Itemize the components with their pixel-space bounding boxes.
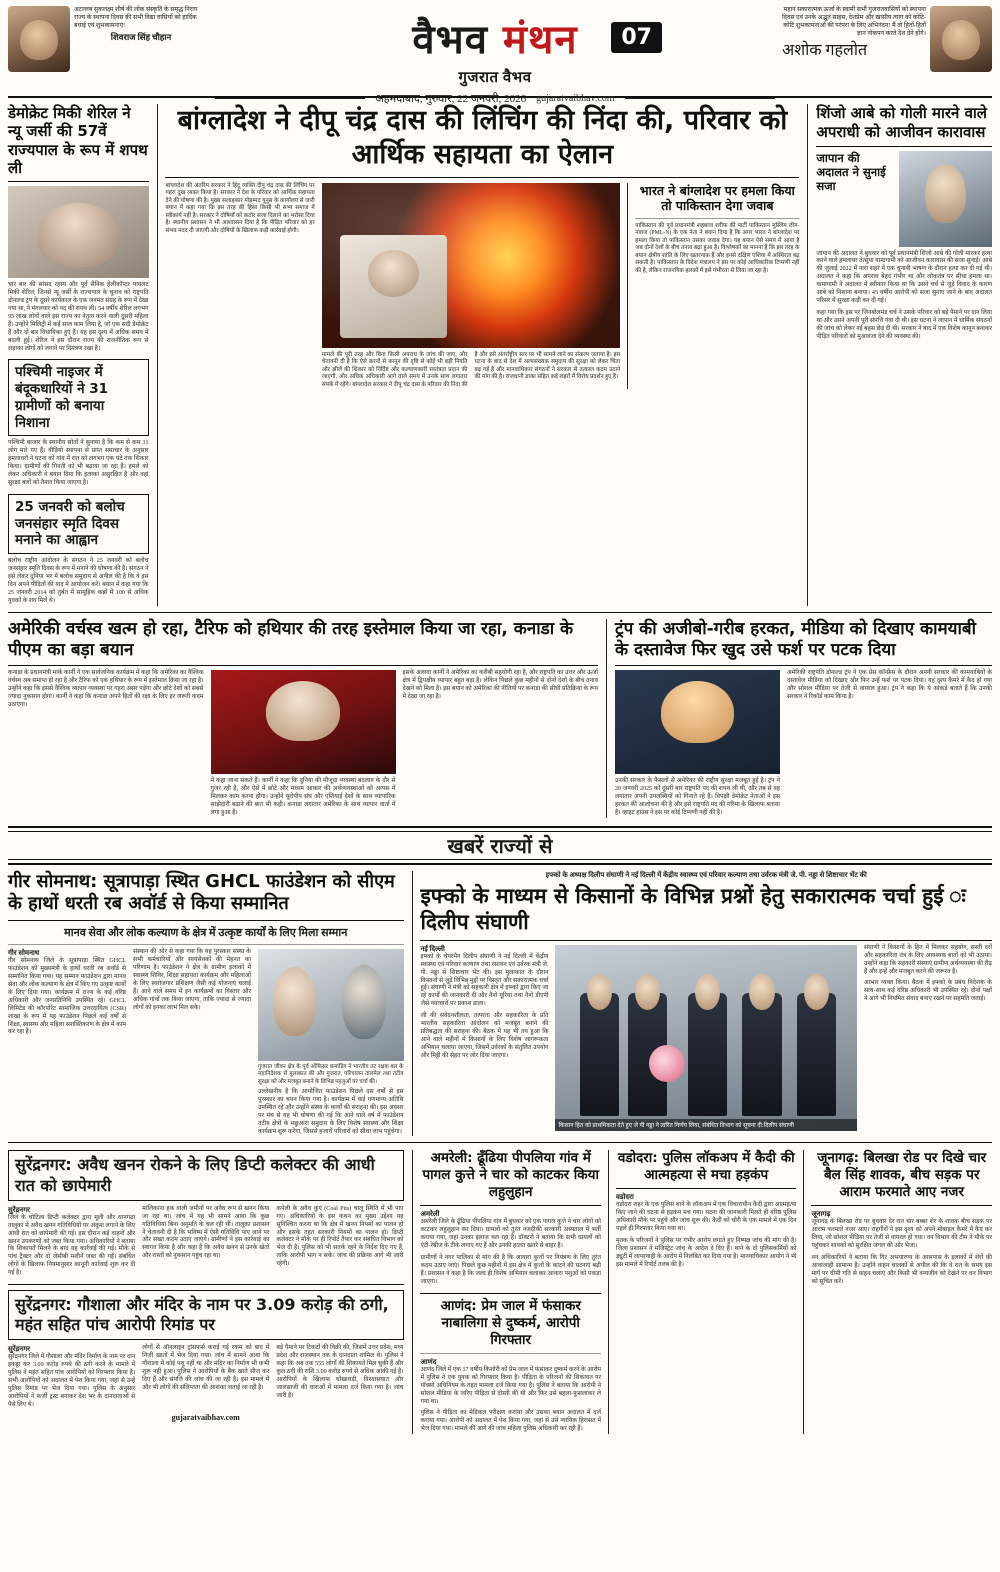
website-url[interactable]: gujaratvaibhav.com: [536, 93, 615, 104]
divider: [8, 1284, 404, 1285]
headline-iffco-nadda[interactable]: इफ्को के माध्यम से किसानों के विभिन्न प्रश्नों हेतु सकारात्मक चर्चा हुई ः दिलीप संघाणी: [420, 883, 966, 935]
story-body-mining-1: जिले के चोटिला डिप्टी कलेक्टर द्वारा मूली और धानगढ़ा तालुका में अवैध खनन गतिविधियों पर अंकुश लगाने के लिए आधी रात को छापेमारी की गई। इस दौरान कई वाहनों और खनन उपकरणों को जब्त किया गया। अधिकारियों ने बताया कि शिकायतें मिलने के बाद यह कार्रवाई की गई। मौके से पांच ट्रैक्टर और दो जेसीबी मशीनें जब्त की गईं। संबंधित लोगों के खिलाफ नियमानुसार कानूनी कार्रवाई शुरू कर दी गई है।: [8, 1214, 136, 1277]
kicker-iffco: इफ्को के अध्यक्ष दिलीप संघाणी ने नई दिल्ली में केंद्रीय स्वास्थ्य एवं परिवार कल्याण तथा उर्वरक मंत्री जे. पी. नड्डा से शिष्टाचार भेंट की: [545, 870, 867, 879]
divider: [420, 1205, 601, 1206]
story-body-anand-1: आणंद जिले में एक 17 वर्षीय किशोरी को प्रेम जाल में फंसाकर दुष्कर्म करने के आरोप में पुलिस ने एक युवक को गिरफ्तार किया है। पीड़िता के परिजनों की शिकायत पर पॉक्सो अधिनियम के तहत मामला दर्ज किया गया है। पुलिस ने बताया कि आरोपी ने सोशल मीडिया के जरिए पीड़िता से दोस्ती की थी और फिर उसे बहला-फुसलाकर ले गया था।: [420, 1366, 601, 1405]
story-body-anand-2: पुलिस ने पीड़िता का मेडिकल परीक्षण कराया और उसका बयान अदालत में दर्ज कराया गया। आरोपी को अदालत में पेश किया गया, जहां से उसे न्यायिक हिरासत में भेज दिया गया। मामले की आगे की जांच महिला पुलिस अधिकारी कर रही हैं।: [420, 1410, 601, 1433]
story-body-iffco-2: जी की संवेदनशीलता, तत्परता और सहकारिता के प्रति भारतीय सहकारिता आंदोलन को मजबूत बनाने की प्रतिबद्धता की सराहना की। बैठक में यह भी तय हुआ कि आने वाले महीनों में किसानों के लिए विशेष जागरूकता अभियान चलाया जाएगा, जिसमें उर्वरकों के संतुलित उपयोग और मिट्टी की सेहत पर जोर दिया जाएगा।: [420, 1013, 549, 1059]
divider: [616, 1188, 797, 1189]
headline-carney-tariff[interactable]: अमेरिकी वर्चस्व खत्म हो रहा, टैरिफ को हथियार की तरह इस्तेमाल किया जा रहा, कनाडा के पीएम का बड़ा बयान: [8, 618, 574, 660]
iffco-story: [420, 871, 992, 1137]
dateline-amreli: अमरेली: [420, 1210, 440, 1219]
column-divider-6: [412, 1150, 413, 1434]
masthead-center: [208, 6, 782, 105]
trump-story: [615, 619, 992, 818]
surendranagar-stories: [8, 1150, 404, 1434]
story-body-carney-1: कनाडा के प्रधानमंत्री मार्क कार्नी ने एक सार्वजनिक कार्यक्रम में कहा कि अमेरिका का वैश्विक वर्चस्व अब समाप्त हो रहा है और टैरिफ को एक हथियार के रूप में इस्तेमाल किया जा रहा है। उन्होंने कहा कि इससे वैश्विक व्यापार व्यवस्था पर गहरा असर पड़ेगा और छोटे देशों को सबसे ज्यादा नुकसान होगा। कार्नी ने कहा कि कनाडा अपने हितों की रक्षा के लिए हर जरूरी कदम उठाएगा।: [8, 670, 204, 708]
nadda-sanghani-meeting-photo: [555, 945, 857, 1131]
edition-name: गुजरात वैभव: [458, 70, 532, 86]
story-body-vadodara-2: मृतक के परिजनों ने पुलिस पर गंभीर आरोप लगाते हुए निष्पक्ष जांच की मांग की है। जिला प्रशासन ने मजिस्ट्रेट जांच के आदेश दे दिए हैं। थाने के दो पुलिसकर्मियों को ड्यूटी में लापरवाही के आरोप में निलंबित कर दिया गया है। मानवाधिकार आयोग ने भी इस मामले में रिपोर्ट तलब की है।: [615, 1238, 797, 1268]
lead-center-column: [165, 104, 799, 606]
headline-lion-cubs[interactable]: जूनागढ़: बिलखा रोड पर दिखे चार बैल सिंह शावक, बीच सड़क पर आराम फरमाते आए नजर: [817, 1150, 987, 1201]
photo-caption-coast-guard: गुजरात जीवन क्षेत्र के पूर्व ऑफिसर कमांडिंग ने भारतीय तट रक्षक बल के महानिदेशक से मुलाकात की और गुजरात, परिचालन तालमेल तथा तटीय सुरक्षा को और मजबूत बनाने के विभिन्न पहलुओं पर चर्चा की।: [258, 1064, 404, 1085]
yunus-inset-photo: [340, 235, 447, 337]
divider: [420, 940, 992, 941]
story-body-abe: जापान की अदालत ने बुधवार को पूर्व प्रधानमंत्री शिंजो आबे की गोली मारकर हत्या करने वाले हमलावर तेत्सुया यामागामी को आजीवन कारावास की सजा सुनाई। आबे की जुलाई 2022 में नारा शहर में एक चुनावी भाषण के दौरान हत्या कर दी गई थी। अदालत ने कहा कि अपराध बेहद गंभीर था और लोकतंत्र पर सीधा हमला था। यामागामी ने अदालत में स्वीकार किया था कि उसने चर्च से जुड़े विवाद के कारण आबे को निशाना बनाया। 45 वर्षीय आरोपी को सजा सुनाए जाने के बाद अदालत परिसर में सुरक्षा कड़ी कर दी गई।: [816, 250, 992, 305]
dateline-junagadh: जूनागढ़: [811, 1210, 831, 1219]
rule-left: [215, 98, 365, 99]
divider: [635, 218, 799, 219]
story-body-iffco-1: इफ्को के चेयरमैन दिलीप संघाणी ने नई दिल्ली में केंद्रीय स्वास्थ्य एवं परिवार कल्याण तथा रसायन एवं उर्वरक मंत्री जे. पी. नड्डा से शिष्टाचार भेंट की। इस मुलाकात के दौरान किसानों से जुड़े विभिन्न मुद्दों पर विस्तृत और सकारात्मक चर्चा हुई। संघाणी ने मंत्री को सहकारी क्षेत्र में इफ्को द्वारा किए जा रहे कार्यों की जानकारी दी और नैनो यूरिया तथा नैनो डीएपी जैसे नवाचारों पर प्रकाश डाला।: [420, 953, 549, 1008]
newspaper-title: [208, 10, 782, 65]
person-4: [742, 993, 781, 1116]
date-bar: [208, 91, 782, 106]
story-body-ghcl-3: उल्लेखनीय है कि आयोजित फाउंडेशन पिछले दस वर्षों से इस पुरस्कार का चयन किया गया है। कार्यक्रम में कई गणमान्य अतिथि उपस्थित रहे और उन्होंने संस्था के कार्यों की सराहना की। इस अवसर पर मंच से यह भी घोषणा की गई कि आने वाले वर्ष में फाउंडेशन तटीय क्षेत्रों के मछुआरा समुदाय के लिए विशेष स्वास्थ्य और शिक्षा कार्यक्रम शुरू करेगा, जिससे हजारों परिवारों को सीधा लाभ पहुंचेगा।: [258, 1088, 404, 1135]
headline-illegal-mining[interactable]: सुरेंद्रनगर: अवैध खनन रोकने के लिए डिप्टी कलेक्टर की आधी रात को छापेमारी: [8, 1150, 404, 1200]
masthead-right-quote: [782, 6, 992, 92]
dateline-surendranagar-2: सुरेंद्रनगर: [8, 1345, 31, 1354]
story-body-bangladesh: मामले की पूरी तरह और बिना किसी अपराध के जांच की जाए, और चेतावनी दी है कि ऐसे करनों से कानून की दृष्टि से कोई भी बड़ी नियति और झीलें की शिकार को निर्दिष्ट और कल्याणकारी स्वतंत्रता प्रदान की जाएगी, और अधिक अधिकारी आगे वाले समय में उनके साथ लगातार संपर्क में रहेंगे। बांग्लादेश सरकार ने दीपू चंद्र दास के परिवार की निंदा की है और इसे अंतर्राष्ट्रीय स्तर पर भी सामने लाने का संकल्प जताया है। इस घटना के बाद से देश में अल्पसंख्यक समुदाय की सुरक्षा को लेकर चिंता बढ़ गई है और मानवाधिकार संगठनों ने सरकार से तत्काल कदम उठाने की मांग की है। राजधानी ढाका सहित कई शहरों में विरोध प्रदर्शन हुए हैं।: [321, 351, 621, 388]
dateline: अहमदाबाद, गुरुवार, 22 जनवरी, 2026: [375, 93, 527, 105]
divider: [811, 1205, 992, 1206]
story-body-ghcl-1: गीर सोमनाथ जिले के सूत्रापाड़ा स्थित GHCL फाउंडेशन को मुख्यमंत्री के हाथों धरती रब अवॉर्ड से सम्मानित किया गया। यह सम्मान फाउंडेशन द्वारा मानव सेवा और लोक कल्याण के क्षेत्र में किए गए उत्कृष्ट कार्यों के लिए दिया गया। कार्यक्रम में राज्य के कई वरिष्ठ अधिकारी और जनप्रतिनिधि उपस्थित रहे। GHCL लिमिटेड की कॉरपोरेट सामाजिक उत्तरदायित्व (CSR) शाखा के रूप में यह फाउंडेशन पिछले कई वर्षों से शिक्षा, स्वास्थ्य और महिला सशक्तिकरण के क्षेत्र में काम कर रहा है।: [8, 958, 126, 1036]
story-body-niger: पश्चिमी बाजार के स्थानीय स्रोतों ने सुनाया है कि कम से कम 31 लोग मारे गए हैं। वीडियो स्थापना से प्राप्त समाचार के अनुसार हमलावरों ने घटना को गांव में रात को लगभग एक घंटे तक शिकार किया। ग्रामीणों की गिनती को भी बढ़ाया जा रहा है। हमले को लेकर अधिकारी ने बयान दिया कि इलाका असुरक्षित है और वहां सुरक्षा बलों को तैनात किया जाएगा है।: [8, 440, 149, 487]
dateline-gir-somnath: गीर सोमनाथ: [8, 949, 40, 958]
story-body-vadodara-1: वडोदरा शहर के एक पुलिस थाने के लॉकअप में एक विचाराधीन कैदी द्वारा आत्महत्या किए जाने की घटना से हड़कंप मच गया। घटना की जानकारी मिलते ही वरिष्ठ पुलिस अधिकारी मौके पर पहुंचे और जांच शुरू की। कैदी को चोरी के एक मामले में एक दिन पहले ही गिरफ्तार किया गया था।: [615, 1202, 797, 1233]
fire-protest-photo: [322, 183, 621, 348]
page-number-badge: 07: [611, 22, 662, 53]
amreli-anand-column: [420, 1150, 601, 1434]
story-body-fraud-3: बड़े पैमाने पर टिकटों की विक्री की, जिसमें उत्तर प्रदेश, मध्य प्रदेश और राजस्थान तक के दानदाता शामिल थे। पुलिस ने कहा कि अब तक 555 लोगों की शिकायतें मिल चुकी हैं और कुल ठगी की राशि 3.09 करोड़ रुपये से अधिक आंकी गई है। आरोपियों के खिलाफ धोखाधड़ी, विश्वासघात और जालसाजी की धाराओं में मामला दर्ज किया गया है। जांच जारी है।: [276, 1345, 404, 1399]
divider: [8, 944, 404, 945]
headline-niger[interactable]: पश्चिमी नाइजर में बंदूकधारियों ने 31 ग्रामीणों को बनाया निशाना: [8, 359, 149, 436]
story-body-carney-2: में कहा जाना सकते हैं। कार्नी ने कहा कि दुनिया की मौजूदा व्यवस्था बदलाव के दौर से गुजर रही है, और ऐसे में छोटे और मध्यम आकार की अर्थव्यवस्थाओं को आपस में मिलकर काम करना होगा। उन्होंने यूरोपीय संघ और एशियाई देशों के साथ व्यापारिक साझेदारी बढ़ाने की बात भी कही। कनाडा लगातार अमेरिका के साथ व्यापार वार्ता में लगा हुआ है।: [210, 778, 396, 816]
masthead-right-name: अशोक गहलोत: [782, 41, 868, 59]
story-body-carney-3: इसके अलावा कार्नी ने अमेरिका का करीबी सहयोगी रहा है, और राष्ट्रपति का उत्तर और ऊर्जा क्षेत्र में द्विपक्षीय व्यापार बहुत बड़ा है। लेकिन पिछले कुछ महीनों से दोनों देशों के बीच तनाव देखने को मिला है। इस बयान को अमेरिका की नीतियों पर कनाडा की सीधी प्रतिक्रिया के रूप में देखा जा रहा है।: [402, 670, 598, 700]
divider: [8, 181, 149, 182]
shinzo-abe-photo: [899, 151, 992, 247]
person-1: [580, 993, 619, 1116]
column-divider-8: [803, 1150, 804, 1434]
column-divider-3: [807, 104, 808, 606]
footer-website-left[interactable]: gujaratvaibhav.com: [171, 1412, 240, 1422]
person-5: [797, 993, 836, 1116]
subhead-ghcl: मानव सेवा और लोक कल्याण के क्षेत्र में उत्कृष्ट कार्यों के लिए मिला सम्मान: [64, 927, 348, 940]
column-divider-5: [412, 871, 413, 1137]
carney-story: [8, 619, 598, 818]
sherrill-photo: [8, 186, 149, 278]
photo-caption-iffco: किसान हित को प्राथमिकता देते हुए जे पी नड्डा ने त्वरित निर्णय लिया, संबंधित विभाग को सूचना दी:दिलीप संघाणी: [555, 1119, 857, 1131]
fraud-col-3: [276, 1345, 403, 1409]
headline-anand-case[interactable]: आणंद: प्रेम जाल में फंसाकर नाबालिगा से दुष्कर्म, आरोपी गिरफ्तार: [440, 1297, 581, 1348]
story-body-trump-1: अमेरिकी राष्ट्रपति डोनाल्ड ट्रंप ने एक प्रेस कॉन्फ्रेंस के दौरान अपनी सरकार की कामयाबियों के दस्तावेज मीडिया को दिखाए और फिर उन्हें फर्श पर पटक दिया। यह दृश्य कैमरे में कैद हो गया और सोशल मीडिया पर तेजी से वायरल हुआ। ट्रंप ने कहा कि ये आंकड़े बताते हैं कि उनकी सरकार ने रिकॉर्ड काम किया है।: [787, 670, 992, 700]
rule-right: [625, 98, 775, 99]
divider: [165, 177, 799, 178]
divider: [8, 665, 598, 666]
story-body-baloch: बलोच राष्ट्रीय आंदोलन के संगठन ने 25 जनवरी को बलोच जनसंहार स्मृति दिवस के रूप में मनाने की घोषणा की है। संगठन ने इसे लेकर दुनिया भर में बलोच समुदाय से अपील की है कि वे इस दिन अपने पीड़ितों की याद में आयोजन करें। बयान में कहा गया कि 25 जनवरी 2014 को तुर्बत में सामूहिक कब्रों में 100 से अधिक युवकों के शव मिले थे।: [8, 558, 149, 604]
story-body-mining-2: मालिकाना हक वाली जमीनों पर अवैध रूप से खनन किया जा रहा था। जांच में यह भी सामने आया कि कुछ गतिविधियां बिना अनुमति के चल रही थीं। तालुका प्रशासन ने चेतावनी दी है कि भविष्य में ऐसी गतिविधि पाए जाने पर और सख्त कदम उठाए जाएंगे। ग्रामीणों ने इस कार्रवाई का स्वागत किया है और कहा है कि अवैध खनन से उनके खेतों और रास्तों को नुकसान पहुंच रहा था।: [142, 1205, 270, 1260]
headline-dog-bite[interactable]: अमरेली: ढूँढिया पीपलिया गांव में पागल कुत्ते ने चार को काटकर किया लहुलुहान: [422, 1150, 599, 1201]
lead-right-column: [816, 104, 992, 606]
international-band: [8, 619, 992, 818]
lead-left-column: [8, 104, 149, 606]
story-body-sherrill: चार बार की सांसद रहस्य और पूर्व सैनिक हेलीकॉप्टर पायलट मिकी शेरिल, जिनसे न्यू जर्सी के राज्यपाल के चुनाव को राष्ट्रपति डोनाल्ड ट्रंप के दूसरे कार्यकाल के एक जनमत संग्रह के रूप में देखा गया था, ने मंगलवार को पद की शपथ ली। 54 वर्षीय शेरिल लगभग 95 लाख लोगों वाले इस राज्य का नेतृत्व करने वाली दूसरी महिला हैं। उन्होंने मिलिट्री में कई साल काम लिया है, जो एक सदी डेमोक्रेट हैं और दो बार विधायिका हुए हैं। यह इस दृश्य में अधिक समय में बदली हुई। शेरिल ने इस दौरान राज्य की राजनीतिक रूप से लड़ाका लोगों को लगाने पर नियंत्रण रखा है।: [8, 282, 149, 352]
masthead: [8, 6, 992, 105]
masthead-left-quote: [8, 6, 208, 92]
politician-photo-left: [8, 6, 70, 72]
title-part-b: मंथन: [502, 17, 578, 63]
story-body-ghcl-2: संस्थान की ओर से कहा गया कि यह पुरस्कार संस्था के सभी कर्मचारियों और स्वयंसेवकों की मेहनत का परिणाम है। फाउंडेशन ने क्षेत्र के ग्रामीण इलाकों में स्वास्थ्य शिविर, शिक्षा सहायता कार्यक्रम और महिलाओं के लिए स्वरोजगार प्रशिक्षण जैसी कई योजनाएं चलाई हैं। आने वाले समय में इन कार्यक्रमों का विस्तार और अधिक गांवों तक किया जाएगा, ताकि ज्यादा से ज्यादा लोगों को इनका लाभ मिल सके।: [133, 949, 251, 1011]
dateline-surendranagar-1: सुरेंद्रनगर: [8, 1205, 31, 1214]
coast-guard-meeting-photo: [258, 949, 404, 1061]
headline-gaushala-fraud[interactable]: सुरेंद्रनगर: गौशाला और मंदिर के नाम पर 3.09 करोड़ की ठगी, महंत सहित पांच आरोपी रिमांड पर: [8, 1290, 404, 1340]
ghcl-story: [8, 871, 404, 1137]
divider: [420, 1353, 601, 1354]
headline-ghcl-award[interactable]: गीर सोमनाथ: सूत्रापाड़ा स्थित GHCL फाउंडेशन को सीएम के हाथों धरती रब अवॉर्ड से किया सम्मानित: [8, 870, 395, 915]
masthead-left-name: शिवराज सिंह चौहान: [110, 31, 172, 42]
dateline-vadodara: वडोदरा: [615, 1193, 634, 1202]
story-body-pakistan: पाकिस्तान की पूर्व प्रधानमंत्री शहबाज शरीफ की पार्टी पाकिस्तान मुस्लिम लीग-नवाज (PML-N) के एक नेता ने बयान दिया है कि अगर भारत ने बांग्लादेश पर हमला किया तो पाकिस्तान उसका जवाब देगा। यह बयान ऐसे समय में आया है जब दोनों देशों के बीच तनाव बढ़ा हुआ है। विश्लेषकों का मानना है कि इस तरह के बयान क्षेत्रीय शांति के लिए खतरनाक हैं और इनसे दक्षिण एशिया में अस्थिरता बढ़ सकती है। पाकिस्तान के विदेश मंत्रालय ने इस पर कोई आधिकारिक टिप्पणी नहीं की है, लेकिन राजनयिक हलकों में इसे गंभीरता से लिया जा रहा है।: [635, 222, 800, 274]
fraud-col-1: [8, 1345, 135, 1409]
column-divider-4: [606, 619, 607, 818]
lead-news-band: [8, 104, 992, 606]
divider: [8, 920, 404, 921]
column-divider-7: [608, 1150, 609, 1434]
headline-trump-documents[interactable]: ट्रंप की अजीबो-गरीब हरकत, मीडिया को दिखाए कामयाबी के दस्तावेज फिर खुद उसे फर्श पर पटक दिया: [615, 618, 977, 660]
dateline-new-delhi: नई दिल्ली: [420, 944, 445, 953]
dateline-anand: आणंद: [420, 1357, 437, 1366]
mining-col-2: [142, 1206, 269, 1278]
masthead-left-text: अटल्लब सुकलक्ष्म शीर्ष की लोक संस्कृति के समृद्ध निराग राज्य के स्थापना दिवस की सभी विद्या वासियों को हार्दिक बधाई एवं शुभकामनाएं!: [74, 6, 198, 29]
divider: [816, 146, 992, 147]
vadodara-column: [616, 1150, 797, 1434]
headline-abe-verdict[interactable]: शिंजो आबे को गोली मारने वाले अपराधी को आजीवन कारावास: [816, 104, 987, 141]
title-part-a: वैभव: [412, 17, 488, 63]
story-body-dog-2: ग्रामीणों ने नगर पालिका से मांग की है कि आवारा कुत्तों पर नियंत्रण के लिए तुरंत कदम उठाए जाएं। पिछले कुछ महीनों में इस क्षेत्र में कुत्तों के काटने की घटनाएं बढ़ी हैं। प्रशासन ने कहा है कि जल्द ही विशेष अभियान चलाकर आवारा पशुओं को पकड़ा जाएगा।: [420, 1255, 601, 1285]
subhead-japan-court: जापान की अदालत ने सुनाई सजा: [816, 150, 886, 194]
mining-col-1: [8, 1206, 135, 1278]
story-body-fraud-1: सुरेंद्रनगर जिले में गौशाला और मंदिर निर्माण के नाम पर दान इकट्ठा कर 3.09 करोड़ रुपये की ठगी करने के मामले में पुलिस ने महंत सहित पांच आरोपियों को गिरफ्तार किया है। सभी आरोपियों को अदालत में पेश किया गया, जहां से उन्हें पुलिस रिमांड पर भेज दिया गया। पुलिस के अनुसार आरोपियों ने फर्जी ट्रस्ट बनाकर देश भर के दानदाताओं से पैसे लिए थे।: [8, 1354, 136, 1408]
band-divider: [8, 612, 992, 613]
story-body-fraud-2: लोगों से ऑनलाइन ट्रांसफर्स कराई गई रकम को बाद में निजी खातों में भेज दिया गया। जांच में सामने आया कि गौशाला में कोई पशु नहीं था और मंदिर का निर्माण भी कभी शुरू नहीं हुआ। पुलिस ने आरोपियों के बैंक खाते सीज कर दिए हैं और संपत्ति की जांच की जा रही है। इस मामले में और भी लोगों की संलिप्तता की आशंका जताई जा रही है।: [142, 1345, 270, 1392]
section-header-states: [8, 826, 992, 865]
story-body-dog-1: अमरेली जिले के ढूँढिया पीपलिया गांव में बुधवार को एक पागल कुत्ते ने चार लोगों को काटकर लहुलुहान कर दिया। घायलों को तुरंत नजदीकी सरकारी अस्पताल में भर्ती कराया गया, जहां उनका इलाज चल रहा है। डॉक्टरों ने बताया कि सभी घायलों को एंटी-रेबीज के टीके लगाए गए हैं और उनकी हालत खतरे से बाहर है।: [420, 1219, 601, 1250]
bottom-news-band: [8, 1150, 992, 1434]
section-title: खबरें राज्यों से: [447, 833, 553, 858]
story-body-abe-2: कहा गया कि इस पर जिनबोलमंड चर्च ने उसके परिवार को बड़े पैमाने पर दान लिया था और उसने अपनी पूरी संपत्ति गंवा दी थी। इस घटना ने जापान में धार्मिक संगठनों की जांच को लेकर नई बहस छेड़ दी थी। सरकार ने बाद में एक विशेष कानून बनाकर पीड़ित परिवारों को मुआवजा देने की व्यवस्था की।: [816, 309, 992, 340]
mining-col-3: [276, 1206, 403, 1278]
donald-trump-photo: [615, 670, 780, 774]
story-body-mining-3: कपेली के अवैध कुएं (Coal Pits) चालू स्थिति में भी पाए गए। अधिकारियों के इस कथन का मुख्य उद्देश्य यह सुनिश्चित करना था कि क्षेत्र में खनन नियमों का पालन हो और इसके तहत सरकारी नियमों का पालन हो। डिप्टी कलेक्टर ने मौके पर ही रिपोर्ट तैयार कर संबंधित विभाग को भेज दी है। पुलिस को भी सतर्क रहने के निर्देश दिए गए हैं, ताकि आरोपी भाग न सकें। जांच की प्रक्रिया आगे भी जारी रहेगी।: [276, 1205, 404, 1268]
band-divider-2: [8, 1142, 992, 1143]
mark-carney-photo: [211, 670, 396, 774]
fraud-col-2: [142, 1345, 269, 1409]
divider: [420, 1293, 601, 1294]
column-divider-1: [157, 104, 158, 606]
politician-photo-right: [930, 6, 992, 72]
story-body-iffco-3: संघाणी ने किसानों के हित में मिलकर सहयोग, सस्ती दरों और सहकारिता तंत्र के लिए आवश्यक बातों को भी उठाया। उन्होंने कहा कि सहकारी संस्थाएं ग्रामीण अर्थव्यवस्था की रीढ़ हैं और इन्हें और मजबूत करने की जरूरत है।: [863, 944, 992, 975]
masthead-right-text: महान सकारात्मक ऊर्जा के स्वामी सभी गुजरातवासियों को स्थापना दिवस एवं उनके अद्भुत साहस, देशप्रेम और खासीय त्याग को कोटि-कोटि शुभकामनाओं की परंपरा के लिए अभिनंदन! मैं तो हितों-हितों ज्ञान नोकपन करते देश देने होंगे।: [782, 6, 926, 37]
divider: [615, 665, 992, 666]
bouquet: [649, 1045, 685, 1082]
headline-pakistan-warning[interactable]: भारत ने बांग्लादेश पर हमला किया तो पाकिस्तान देगा जवाब: [639, 182, 795, 214]
junagadh-column: [811, 1150, 992, 1434]
person-3: [688, 993, 727, 1116]
column-divider-2: [627, 183, 628, 390]
headline-mikie-sherrill[interactable]: डेमोक्रेट मिकी शेरिल ने न्यू जर्सी की 57वें राज्यपाल के रूप में शपथ ली: [8, 104, 148, 177]
story-body-iffco-4: आभार व्यक्त किया। बैठक में इफ्को के प्रबंध निदेशक के साथ-साथ कई वरिष्ठ अधिकारी भी उपस्थित रहे। दोनों पक्षों ने आगे भी नियमित संवाद बनाए रखने पर सहमति जताई।: [863, 980, 992, 1003]
states-news-band: [8, 871, 992, 1137]
story-body-junagadh-2: वन अधिकारियों ने बताया कि गिर अभयारण्य के आसपास के इलाकों में शेरों की आवाजाही सामान्य है। उन्होंने वाहन चालकों से अपील की कि वे रात के समय इस मार्ग पर धीमी गति से वाहन चलाएं और किसी भी वन्यजीव को देखने पर वन विभाग को सूचित करें।: [811, 1255, 992, 1285]
story-body-trump-2: उनकी सरकार के फैसलों से अमेरिका की राष्ट्रीय सुरक्षा मजबूत हुई है। ट्रंप ने 20 जनवरी 2025 को दूसरी बार राष्ट्रपति पद की शपथ ली थी, और तब से वह लगातार अपनी उपलब्धियों को गिनाते रहे हैं। विपक्षी डेमोक्रेट नेताओं ने इस हरकत की आलोचना की है और इसे राष्ट्रपति पद की गरिमा के खिलाफ बताया है। व्हाइट हाउस ने इस पर कोई टिप्पणी नहीं की है।: [615, 778, 780, 816]
story-body-junagadh-1: जूनागढ़ के बिलखा रोड पर बुधवार देर रात चार बब्बर शेर के शावक बीच सड़क पर आराम फरमाते नजर आए। राहगीरों ने इस दृश्य को अपने मोबाइल कैमरे में कैद कर लिया, जो सोशल मीडिया पर तेजी से वायरल हो गया। वन विभाग की टीम ने मौके पर पहुंचकर शावकों को सुरक्षित जंगल की ओर भेजा।: [811, 1219, 992, 1250]
headline-lockup-suicide[interactable]: वडोदरा: पुलिस लॉकअप में कैदी की आत्महत्या से मचा हड़कंप: [617, 1150, 795, 1184]
headline-bangladesh-lynching[interactable]: बांग्लादेश ने दीपू चंद्र दास की लिंचिंग की निंदा की, परिवार को आर्थिक सहायता का ऐलान: [177, 105, 788, 170]
story-lead-bangladesh: बांग्लादेश की अंतरिम सरकार ने हिंदू व्यक्ति दीपू चंद्र दास की लिंचिंग पर गहरा दुख व्यक्त किया है। सरकार ने देश के परिवार को आर्थिक सहायता देने की घोषणा की है। मुख्य सलाहकार मोहम्मद यूनुस के कार्यालय से जारी बयान में कहा गया कि इस तरह की हिंसा किसी भी सभ्य समाज में स्वीकार्य नहीं है। सरकार ने दोषियों को कठोर सजा दिलाने का भरोसा दिया है। स्थानीय प्रशासन ने भी आश्वासन दिया है कि पीड़ित परिवार को हर संभव मदद दी जाएगी और दोषियों के खिलाफ कड़ी कार्रवाई होगी।: [165, 182, 315, 234]
district-stories: [420, 1150, 992, 1434]
headline-baloch[interactable]: 25 जनवरी को बलोच जनसंहार स्मृति दिवस मनाने का आह्वान: [8, 494, 149, 554]
